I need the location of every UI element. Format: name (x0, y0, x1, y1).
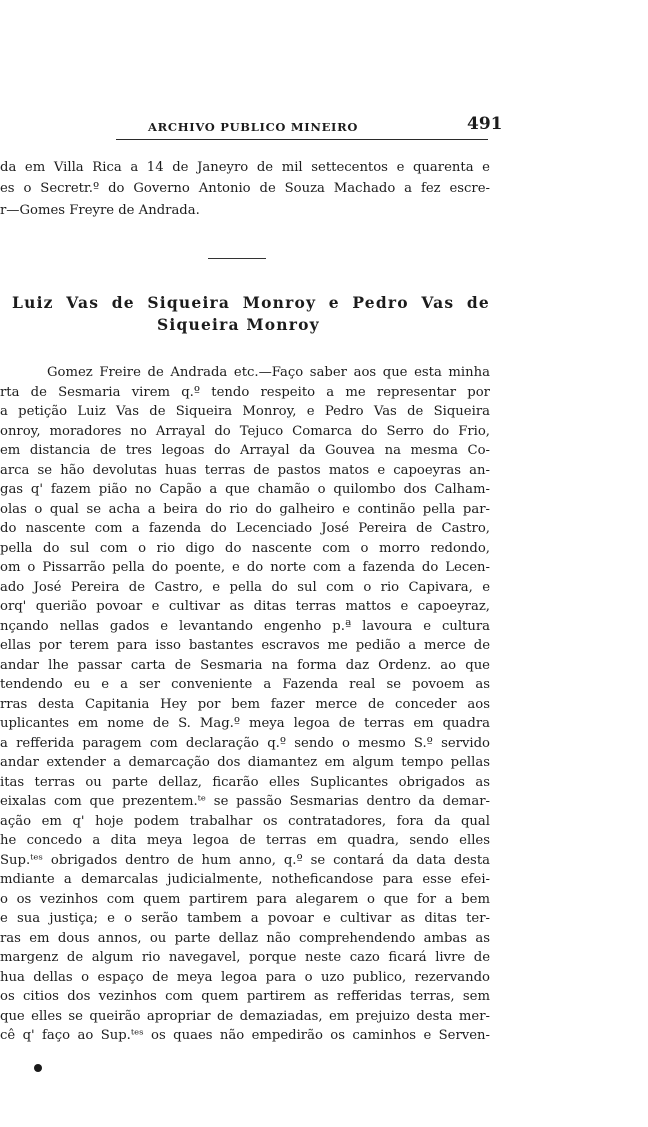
text-line: Sup.ᵗᵉˢ obrigados dentro de hum anno, q.º se contará da data desta (0, 853, 490, 868)
text-line: tendendo eu e a ser conveniente a Fazenda real se povoem as (0, 677, 490, 692)
text-line: cê q' faço ao Sup.ᵗᵉˢ os quaes não empedirão os caminhos e Serven- (0, 1028, 490, 1043)
text-line: ras em dous annos, ou parte dellaz não comprehendendo ambas as (0, 931, 490, 946)
document-heading-line: Siqueira Monroy (157, 315, 320, 334)
running-title: ARCHIVO PUBLICO MINEIRO (148, 120, 359, 134)
text-line: onroy, moradores no Arrayal do Tejuco Comarca do Serro do Frio, (0, 424, 490, 439)
section-divider (208, 258, 266, 259)
running-head (0, 112, 648, 140)
text-line: arca se hão devolutas huas terras de pastos matos e capoeyras an- (0, 463, 490, 478)
text-line: itas terras ou parte dellaz, ficarão elles Suplicantes obrigados as (0, 775, 490, 790)
text-line: da em Villa Rica a 14 de Janeyro de mil settecentos e quarenta e (0, 160, 490, 175)
text-line: a petição Luiz Vas de Siqueira Monroy, e Pedro Vas de Siqueira (0, 404, 490, 419)
text-line: om o Pissarrão pella do poente, e do norte com a fazenda do Lecen- (0, 560, 490, 575)
text-line: em distancia de tres legoas do Arrayal da Gouvea na mesma Co- (0, 443, 490, 458)
text-line: andar lhe passar carta de Sesmaria na forma daz Ordenz. ao que (0, 658, 490, 673)
text-line: orq' querião povoar e cultivar as ditas terras mattos e capoeyraz, (0, 599, 490, 614)
text-line: que elles se queirão apropriar de demaziadas, em prejuizo desta mer- (0, 1009, 490, 1024)
ink-dot-mark (34, 1064, 42, 1072)
text-line: uplicantes em nome de S. Mag.º meya legoa de terras em quadra (0, 716, 490, 731)
text-line: mdiante a demarcalas judicialmente, notheficandose para esse efei- (0, 872, 490, 887)
text-line: o os vezinhos com quem partirem para alegarem o que for a bem (0, 892, 490, 907)
text-line: hua dellas o espaço de meya legoa para o uzo publico, rezervando (0, 970, 490, 985)
text-line: gas q' fazem pião no Capão a que chamão o quilombo dos Calham- (0, 482, 490, 497)
text-line: Gomez Freire de Andrada etc.—Faço saber aos que esta minha (47, 365, 490, 380)
text-line: ellas por terem para isso bastantes escravos me pedião a merce de (0, 638, 490, 653)
text-line: ação em q' hoje podem trabalhar os contratadores, fora da qual (0, 814, 490, 829)
text-line: margenz de algum rio navegavel, porque neste cazo ficará livre de (0, 950, 490, 965)
header-rule (116, 139, 488, 140)
text-line: he concedo a dita meya legoa de terras em quadra, sendo elles (0, 833, 490, 848)
text-line: pella do sul com o rio digo do nascente com o morro redondo, (0, 541, 490, 556)
text-line: nçando nellas gados e levantando engenho p.ª lavoura e cultura (0, 619, 490, 634)
text-line: andar extender a demarcação dos diamantez em algum tempo pellas (0, 755, 490, 770)
text-line: do nascente com a fazenda do Lecenciado José Pereira de Castro, (0, 521, 490, 536)
page-number: 491 (467, 114, 503, 134)
text-line: a refferida paragem com declaração q.º sendo o mesmo S.º servido (0, 736, 490, 751)
text-line: es o Secretr.º do Governo Antonio de Souza Machado a fez escre- (0, 181, 490, 196)
text-line: os citios dos vezinhos com quem partirem as refferidas terras, sem (0, 989, 490, 1004)
text-line: olas o qual se acha a beira do rio do galheiro e continão pella par- (0, 502, 490, 517)
text-line: rta de Sesmaria virem q.º tendo respeito a me representar por (0, 385, 490, 400)
text-line: ado José Pereira de Castro, e pella do sul com o rio Capivara, e (0, 580, 490, 595)
document-heading-line: Luiz Vas de Siqueira Monroy e Pedro Vas de (12, 293, 490, 312)
text-line: eixalas com que prezentem.ᵗᵉ se passão Sesmarias dentro da demar- (0, 794, 490, 809)
text-line: r—Gomes Freyre de Andrada. (0, 203, 200, 218)
text-line: e sua justiça; e o serão tambem a povoar e cultivar as ditas ter- (0, 911, 490, 926)
text-line: rras desta Capitania Hey por bem fazer merce de conceder aos (0, 697, 490, 712)
